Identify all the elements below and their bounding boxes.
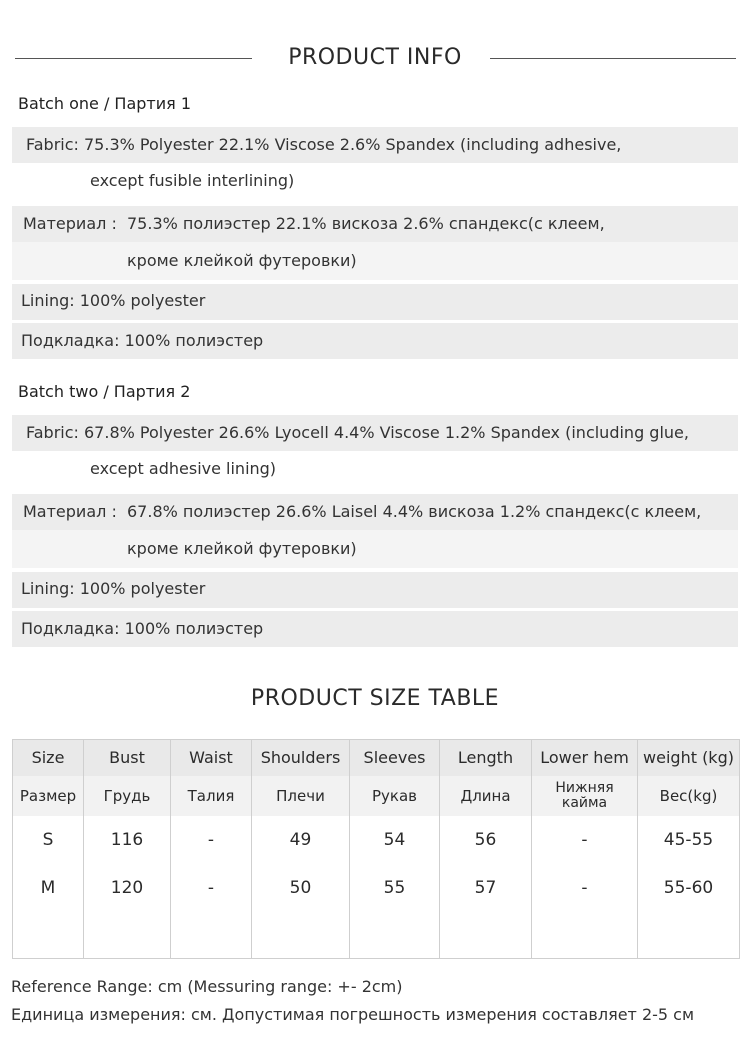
size-table bbox=[12, 739, 740, 959]
batch-one-material-line1: 75.3% полиэстер 22.1% вискоза 2.6% спандекс(с клеем, bbox=[127, 214, 605, 233]
batch-two-fabric-line2: except adhesive lining) bbox=[90, 459, 277, 478]
row-m-lower-hem: - bbox=[532, 864, 638, 912]
row-s-weight: 45-55 bbox=[638, 816, 740, 864]
table-row-empty bbox=[13, 912, 740, 959]
header-size: Size bbox=[13, 740, 84, 776]
reference-range-note: Reference Range: cm (Messuring range: +- 2cm) bbox=[11, 977, 403, 996]
batch-one-fabric-line1: Fabric: 75.3% Polyester 22.1% Viscose 2.6% Spandex (including adhesive, bbox=[26, 135, 622, 154]
row-m-size: M bbox=[13, 864, 84, 912]
batch-two-material-band-2 bbox=[12, 530, 738, 568]
header-ru-shoulders: Плечи bbox=[252, 776, 350, 816]
batch-one-label: Batch one / Партия 1 bbox=[18, 94, 192, 113]
table-row bbox=[13, 816, 740, 864]
header-weight: weight (kg) bbox=[638, 740, 740, 776]
row-m-bust: 120 bbox=[84, 864, 171, 912]
row-s-lower-hem: - bbox=[532, 816, 638, 864]
batch-one-material-band-2 bbox=[12, 242, 738, 280]
batch-two-fabric-line1: Fabric: 67.8% Polyester 26.6% Lyocell 4.4% Viscose 1.2% Spandex (including glue, bbox=[26, 423, 689, 442]
header-ru-bust: Грудь bbox=[84, 776, 171, 816]
batch-two-lining-ru: Подкладка: 100% полиэстер bbox=[21, 619, 264, 638]
batch-one-material-line2: кроме клейкой футеровки) bbox=[127, 251, 357, 270]
header-ru-length: Длина bbox=[440, 776, 532, 816]
product-info-heading: PRODUCT INFO bbox=[288, 45, 462, 70]
row-m-weight: 55-60 bbox=[638, 864, 740, 912]
row-s-sleeves: 54 bbox=[350, 816, 440, 864]
size-table-header-ru-row bbox=[13, 776, 740, 816]
header-bust: Bust bbox=[84, 740, 171, 776]
row-s-shoulders: 49 bbox=[252, 816, 350, 864]
header-ru-size: Размер bbox=[13, 776, 84, 816]
batch-two-material-prefix: Материал : bbox=[23, 502, 117, 521]
batch-two-material-line2: кроме клейкой футеровки) bbox=[127, 539, 357, 558]
header-ru-weight: Вес(kg) bbox=[638, 776, 740, 816]
row-m-waist: - bbox=[171, 864, 252, 912]
batch-one-lining: Lining: 100% polyester bbox=[21, 291, 206, 310]
size-table-header-row bbox=[13, 740, 740, 776]
header-lower-hem: Lower hem bbox=[532, 740, 638, 776]
batch-one-fabric-line2: except fusible interlining) bbox=[90, 171, 295, 190]
row-m-shoulders: 50 bbox=[252, 864, 350, 912]
batch-one-lining-ru: Подкладка: 100% полиэстер bbox=[21, 331, 264, 350]
header-length: Length bbox=[440, 740, 532, 776]
header-ru-lower-hem: Нижняя кайма bbox=[532, 776, 638, 816]
batch-two-label: Batch two / Партия 2 bbox=[18, 382, 191, 401]
size-table-title: PRODUCT SIZE TABLE bbox=[250, 686, 500, 711]
title-rule-left bbox=[15, 58, 252, 59]
table-row bbox=[13, 864, 740, 912]
reference-range-note-ru: Единица измерения: см. Допустимая погрешность измерения составляет 2-5 см bbox=[11, 1005, 695, 1024]
title-rule-right bbox=[490, 58, 736, 59]
batch-two-lining: Lining: 100% polyester bbox=[21, 579, 206, 598]
header-ru-waist: Талия bbox=[171, 776, 252, 816]
row-s-waist: - bbox=[171, 816, 252, 864]
header-shoulders: Shoulders bbox=[252, 740, 350, 776]
header-waist: Waist bbox=[171, 740, 252, 776]
batch-two-material-line1: 67.8% полиэстер 26.6% Laisel 4.4% вискоза 1.2% спандекс(с клеем, bbox=[127, 502, 702, 521]
row-m-sleeves: 55 bbox=[350, 864, 440, 912]
row-s-size: S bbox=[13, 816, 84, 864]
batch-one-material-prefix: Материал : bbox=[23, 214, 117, 233]
row-s-length: 56 bbox=[440, 816, 532, 864]
product-info-title bbox=[0, 45, 750, 70]
header-ru-sleeves: Рукав bbox=[350, 776, 440, 816]
row-m-length: 57 bbox=[440, 864, 532, 912]
header-sleeves: Sleeves bbox=[350, 740, 440, 776]
row-s-bust: 116 bbox=[84, 816, 171, 864]
